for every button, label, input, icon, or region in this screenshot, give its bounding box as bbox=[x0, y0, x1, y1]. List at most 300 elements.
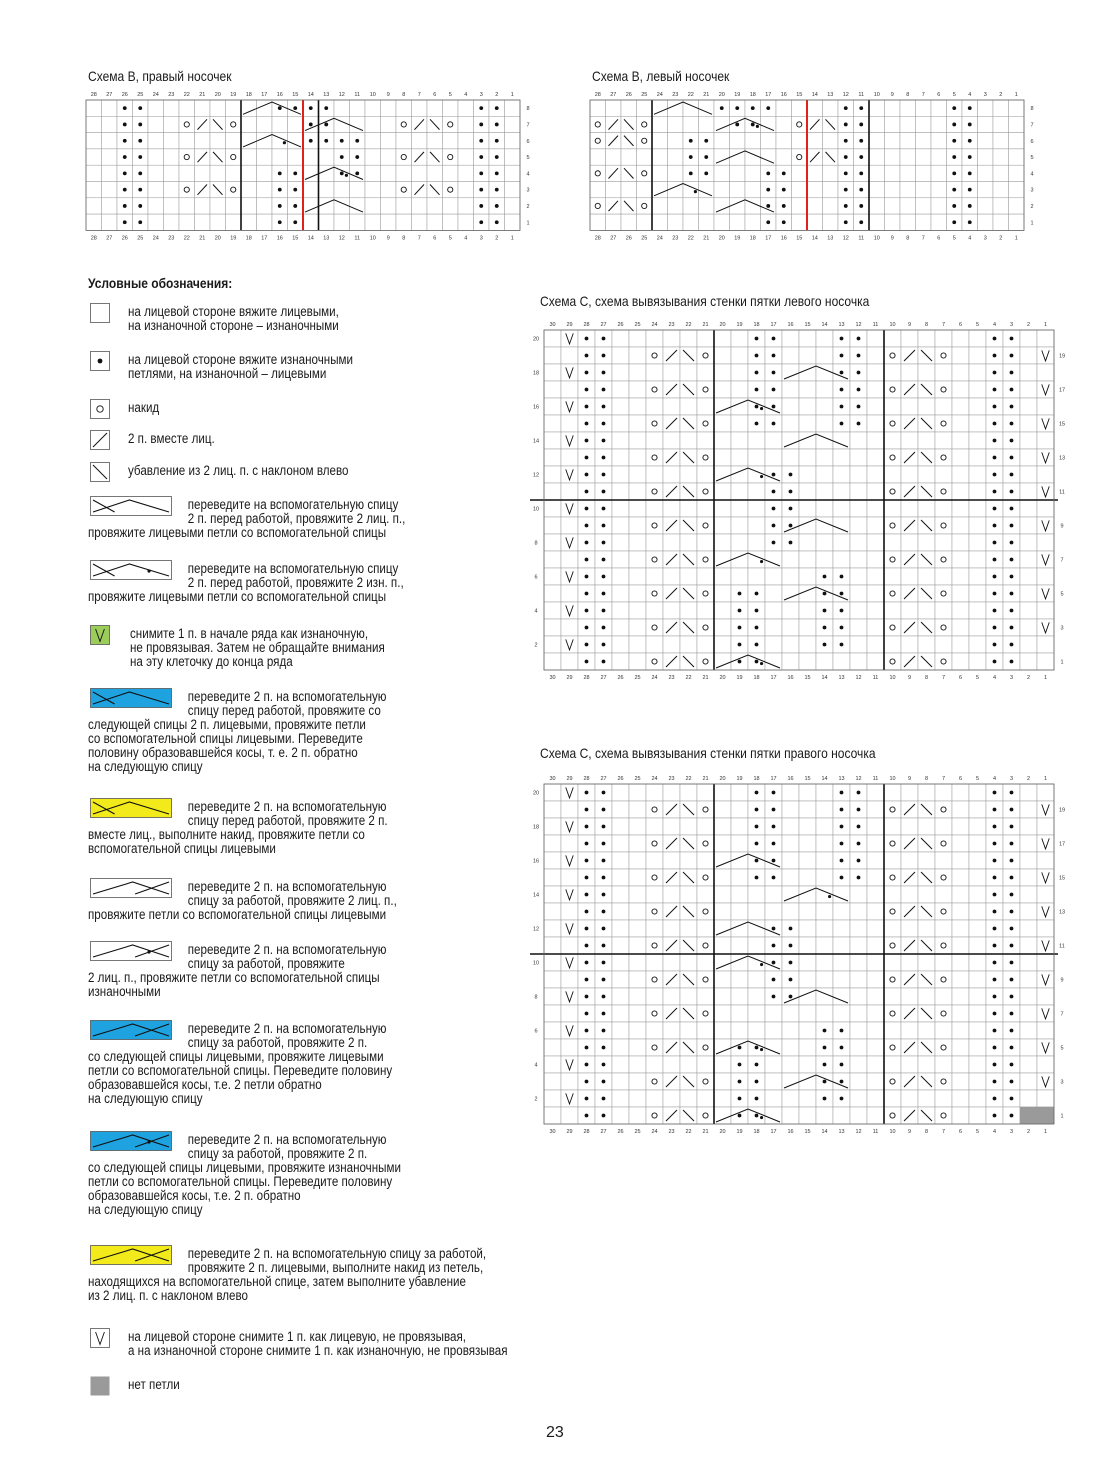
purl-dot bbox=[602, 791, 606, 795]
chart-cell bbox=[1009, 149, 1025, 165]
column-number-top: 22 bbox=[687, 92, 694, 98]
purl-dot bbox=[309, 106, 313, 110]
purl-dot bbox=[772, 927, 776, 931]
chart-cell bbox=[901, 534, 918, 551]
chart-cell bbox=[1037, 1056, 1054, 1073]
column-number-top: 14 bbox=[307, 92, 314, 98]
chart-cell bbox=[969, 988, 986, 1005]
chart-cell bbox=[621, 214, 637, 230]
chart-cell bbox=[916, 214, 932, 230]
purl-dot bbox=[993, 626, 997, 630]
purl-dot bbox=[1010, 422, 1014, 426]
purl-dot bbox=[772, 541, 776, 545]
chart-cell bbox=[680, 784, 697, 801]
chart-cell bbox=[901, 1056, 918, 1073]
chart-cell bbox=[884, 1073, 901, 1090]
chart-cell bbox=[916, 149, 932, 165]
chart-cell bbox=[683, 214, 699, 230]
chart-cell bbox=[629, 818, 646, 835]
chart-cell bbox=[935, 1090, 952, 1107]
chart-cell bbox=[993, 214, 1009, 230]
chart-cell bbox=[102, 133, 118, 149]
chart-cell bbox=[714, 483, 731, 500]
chart-cell bbox=[869, 165, 885, 181]
purl-dot bbox=[738, 626, 742, 630]
chart-cell bbox=[850, 653, 867, 670]
purl-dot bbox=[772, 473, 776, 477]
column-number-top: 15 bbox=[292, 92, 299, 98]
chart-cell bbox=[867, 920, 884, 937]
purl-dot bbox=[602, 524, 606, 528]
column-number-top: 1 bbox=[510, 92, 514, 98]
chart-cell bbox=[697, 551, 714, 568]
chart-cell bbox=[884, 398, 901, 415]
purl-dot bbox=[585, 541, 589, 545]
chart-cell bbox=[833, 534, 850, 551]
chart-cell bbox=[748, 886, 765, 903]
purl-cell-icon-graphic bbox=[90, 351, 110, 371]
legend-text-line: переведите 2 п. на вспомогательную bbox=[187, 1021, 387, 1036]
column-number-top: 2 bbox=[1026, 776, 1031, 782]
chart-cell bbox=[697, 415, 714, 432]
chart-cell bbox=[867, 886, 884, 903]
chart-cell bbox=[680, 636, 697, 653]
chart-cell bbox=[1020, 347, 1037, 364]
chart-cell bbox=[1037, 1107, 1054, 1124]
chart-cell bbox=[612, 835, 629, 852]
chart-cell bbox=[544, 551, 561, 568]
purl-dot bbox=[283, 141, 286, 144]
chart-cell bbox=[969, 517, 986, 534]
chart-cell bbox=[544, 1056, 561, 1073]
chart-cell bbox=[792, 198, 808, 214]
purl-dot bbox=[840, 1029, 844, 1033]
chart-cell bbox=[884, 937, 901, 954]
chart-cell bbox=[952, 1022, 969, 1039]
chart-cell bbox=[365, 165, 381, 181]
chart-cell bbox=[443, 165, 459, 181]
purl-dot bbox=[952, 123, 956, 127]
chart-cell bbox=[697, 1107, 714, 1124]
chart-cell bbox=[731, 801, 748, 818]
purl-dot bbox=[755, 1046, 759, 1050]
chart-cell bbox=[561, 937, 578, 954]
column-number-bottom: 10 bbox=[369, 235, 376, 242]
chart-cell bbox=[1009, 198, 1025, 214]
purl-dot bbox=[755, 609, 759, 613]
column-number-top: 24 bbox=[152, 92, 159, 98]
chart-cell bbox=[901, 568, 918, 585]
column-number-bottom: 18 bbox=[245, 235, 252, 242]
chart-cell bbox=[612, 568, 629, 585]
chart-cell bbox=[931, 149, 947, 165]
chart-cell bbox=[334, 214, 350, 230]
chart-cell bbox=[867, 835, 884, 852]
chart-cell bbox=[1037, 534, 1054, 551]
chart-cell bbox=[867, 466, 884, 483]
chart-cell bbox=[799, 920, 816, 937]
knit-cell-icon-graphic bbox=[90, 303, 110, 323]
column-number-top: 24 bbox=[656, 92, 663, 98]
purl-dot bbox=[602, 558, 606, 562]
chart-cell bbox=[748, 534, 765, 551]
column-number-bottom: 14 bbox=[811, 235, 818, 242]
chart-cell bbox=[714, 415, 731, 432]
purl-dot bbox=[857, 371, 861, 375]
chart-cell bbox=[935, 1107, 952, 1124]
column-number-top: 2 bbox=[1026, 322, 1031, 328]
purl-dot bbox=[602, 859, 606, 863]
purl-dot bbox=[738, 1114, 742, 1118]
chart-cell bbox=[978, 100, 994, 116]
chart-cell bbox=[381, 116, 397, 132]
chart-cell bbox=[850, 483, 867, 500]
purl-dot bbox=[138, 155, 142, 159]
chart-cell bbox=[629, 988, 646, 1005]
purl-dot bbox=[993, 507, 997, 511]
chart-cell bbox=[544, 971, 561, 988]
chart-cell bbox=[1009, 165, 1025, 181]
purl-dot bbox=[602, 1012, 606, 1016]
legend-text-line: переведите на вспомогательную спицу bbox=[187, 561, 399, 576]
purl-dot bbox=[1010, 337, 1014, 341]
legend-text bbox=[88, 943, 387, 999]
column-number-bottom: 21 bbox=[702, 675, 709, 681]
chart-cell bbox=[629, 517, 646, 534]
chart-cell bbox=[590, 182, 606, 198]
page-number: 23 bbox=[546, 1424, 564, 1441]
chart-cell bbox=[885, 100, 901, 116]
chart-cell bbox=[978, 182, 994, 198]
chart-cell bbox=[590, 149, 606, 165]
chart-cell bbox=[646, 500, 663, 517]
column-number-top: 13 bbox=[827, 92, 834, 98]
purl-dot bbox=[857, 388, 861, 392]
chart-cell bbox=[544, 602, 561, 619]
chart-cell bbox=[799, 568, 816, 585]
chart-cell bbox=[646, 653, 663, 670]
chart-cell bbox=[697, 988, 714, 1005]
chart-cell bbox=[164, 182, 180, 198]
purl-dot bbox=[840, 1097, 844, 1101]
chart-cell bbox=[652, 198, 668, 214]
purl-dot bbox=[859, 188, 863, 192]
chart-cell bbox=[850, 432, 867, 449]
chart-cell bbox=[646, 466, 663, 483]
purl-dot bbox=[602, 609, 606, 613]
chart-cell bbox=[646, 988, 663, 1005]
chart-cell bbox=[505, 149, 521, 165]
legend-text-line: со вспомогательной спицы лицевыми. Переведите bbox=[88, 731, 363, 746]
chart-cell bbox=[901, 954, 918, 971]
legend-text: снимите 1 п. в начале ряда как изнаночную, не провязывая. Затем не обращайте внимания на эту клеточку до конца ряда bbox=[130, 626, 385, 669]
chart-b-left bbox=[590, 88, 1048, 244]
chart-cell bbox=[748, 1022, 765, 1039]
chart-cell bbox=[935, 886, 952, 903]
purl-dot bbox=[857, 859, 861, 863]
purl-dot bbox=[585, 1029, 589, 1033]
column-number-top: 9 bbox=[907, 322, 912, 328]
chart-cell bbox=[731, 818, 748, 835]
legend-text-line: переведите 2 п. на вспомогательную bbox=[187, 799, 387, 814]
column-number-top: 9 bbox=[907, 776, 912, 782]
column-number-bottom: 2 bbox=[1026, 675, 1031, 681]
column-number-top: 15 bbox=[804, 776, 811, 782]
purl-dot bbox=[844, 204, 848, 208]
chart-cell bbox=[745, 133, 761, 149]
chart-cell bbox=[978, 149, 994, 165]
column-number-top: 25 bbox=[641, 92, 648, 98]
column-number-top: 12 bbox=[842, 92, 849, 98]
purl-dot bbox=[760, 1048, 763, 1051]
chart-cell bbox=[544, 869, 561, 886]
chart-cell bbox=[850, 954, 867, 971]
purl-dot bbox=[293, 188, 297, 192]
chart-cell bbox=[782, 1056, 799, 1073]
chart-cell bbox=[823, 214, 839, 230]
column-number-top: 2 bbox=[999, 92, 1003, 98]
chart-cell bbox=[179, 149, 195, 165]
column-number-top: 16 bbox=[787, 322, 794, 328]
column-number-bottom: 28 bbox=[90, 235, 97, 242]
purl-dot bbox=[278, 106, 282, 110]
column-number-top: 23 bbox=[668, 776, 675, 782]
purl-dot bbox=[782, 171, 786, 175]
chart-cell bbox=[697, 619, 714, 636]
chart-cell bbox=[210, 198, 226, 214]
legend-text-line: находящихся на вспомогательной спице, затем выполните убавление bbox=[88, 1274, 466, 1289]
chart-cell bbox=[1020, 364, 1037, 381]
chart-cell bbox=[1020, 1107, 1037, 1124]
chart-cell bbox=[935, 988, 952, 1005]
chart-cell bbox=[561, 801, 578, 818]
chart-cell bbox=[544, 347, 561, 364]
chart-cell bbox=[561, 483, 578, 500]
chart-cell bbox=[646, 886, 663, 903]
chart-cell bbox=[646, 1056, 663, 1073]
purl-dot bbox=[602, 995, 606, 999]
slip-green-icon bbox=[90, 625, 110, 650]
chart-cell bbox=[792, 149, 808, 165]
row-number: 13 bbox=[1058, 909, 1066, 916]
chart-cell bbox=[731, 381, 748, 398]
chart-cell bbox=[443, 149, 459, 165]
chart-cell bbox=[776, 149, 792, 165]
row-number: 2 bbox=[526, 203, 530, 210]
chart-cell bbox=[663, 364, 680, 381]
chart-cell bbox=[867, 534, 884, 551]
chart-cell bbox=[969, 971, 986, 988]
chart-cell bbox=[993, 182, 1009, 198]
chart-cell bbox=[765, 1005, 782, 1022]
chart-cell bbox=[935, 784, 952, 801]
chart-cell bbox=[544, 381, 561, 398]
chart-cell bbox=[637, 198, 653, 214]
chart-cell bbox=[935, 483, 952, 500]
chart-cell bbox=[969, 835, 986, 852]
purl-dot bbox=[585, 859, 589, 863]
purl-dot bbox=[495, 204, 499, 208]
chart-cell bbox=[102, 198, 118, 214]
chart-cell bbox=[782, 1005, 799, 1022]
chart-cell bbox=[226, 198, 242, 214]
chart-cell bbox=[257, 182, 273, 198]
chart-cell bbox=[272, 116, 288, 132]
purl-dot bbox=[738, 1097, 742, 1101]
chart-cell bbox=[850, 903, 867, 920]
chart-cell bbox=[427, 100, 443, 116]
purl-dot bbox=[772, 422, 776, 426]
chart-cell bbox=[668, 133, 684, 149]
chart-cell bbox=[612, 432, 629, 449]
chart-cell bbox=[935, 585, 952, 602]
chart-cell bbox=[867, 1073, 884, 1090]
chart-cell bbox=[697, 971, 714, 988]
purl-dot bbox=[1010, 388, 1014, 392]
chart-cell bbox=[731, 534, 748, 551]
column-number-top: 20 bbox=[719, 322, 726, 328]
chart-cell bbox=[1020, 398, 1037, 415]
chart-cell bbox=[680, 398, 697, 415]
chart-cell bbox=[867, 551, 884, 568]
chart-cell bbox=[646, 818, 663, 835]
purl-dot bbox=[952, 220, 956, 224]
chart-cell bbox=[350, 214, 366, 230]
legend-text-line: 2 п. перед работой, провяжите 2 лиц. п., bbox=[187, 511, 406, 526]
chart-cell bbox=[365, 149, 381, 165]
chart-cell bbox=[799, 954, 816, 971]
purl-dot bbox=[704, 171, 708, 175]
row-number: 5 bbox=[1060, 591, 1064, 598]
chart-cell bbox=[646, 835, 663, 852]
chart-cell bbox=[918, 1022, 935, 1039]
purl-dot bbox=[840, 405, 844, 409]
purl-dot bbox=[138, 204, 142, 208]
chart-cell bbox=[350, 182, 366, 198]
chart-cell bbox=[969, 886, 986, 903]
chart-cell bbox=[776, 133, 792, 149]
purl-dot bbox=[840, 337, 844, 341]
purl-dot bbox=[123, 139, 127, 143]
column-number-bottom: 20 bbox=[718, 235, 725, 242]
chart-cell bbox=[714, 1005, 731, 1022]
chart-cell bbox=[179, 133, 195, 149]
purl-dot bbox=[993, 1063, 997, 1067]
chart-cell bbox=[952, 602, 969, 619]
chart-cell bbox=[799, 903, 816, 920]
chart-cell bbox=[869, 149, 885, 165]
purl-dot bbox=[993, 859, 997, 863]
purl-dot bbox=[602, 456, 606, 460]
purl-dot bbox=[1010, 490, 1014, 494]
purl-dot bbox=[766, 106, 770, 110]
purl-dot bbox=[355, 155, 359, 159]
chart-cell bbox=[272, 149, 288, 165]
chart-cell bbox=[210, 133, 226, 149]
chart-cell bbox=[867, 954, 884, 971]
column-number-bottom: 6 bbox=[433, 235, 437, 242]
chart-cell bbox=[680, 920, 697, 937]
chart-cell bbox=[748, 988, 765, 1005]
chart-cell bbox=[714, 1090, 731, 1107]
column-number-bottom: 22 bbox=[687, 235, 694, 242]
column-number-bottom: 7 bbox=[921, 235, 925, 242]
purl-dot bbox=[602, 388, 606, 392]
chart-cell bbox=[918, 398, 935, 415]
row-number: 8 bbox=[526, 106, 530, 113]
chart-cell bbox=[884, 1090, 901, 1107]
chart-cell bbox=[833, 971, 850, 988]
chart-cell bbox=[850, 449, 867, 466]
column-number-top: 23 bbox=[668, 322, 675, 328]
purl-dot bbox=[993, 1046, 997, 1050]
chart-cell bbox=[867, 971, 884, 988]
knit-cell-icon bbox=[90, 303, 110, 328]
chart-cell bbox=[730, 182, 746, 198]
chart-cell bbox=[629, 585, 646, 602]
chart-cell bbox=[646, 1005, 663, 1022]
chart-cell bbox=[257, 149, 273, 165]
row-number: 14 bbox=[532, 438, 540, 445]
chart-cell bbox=[697, 1073, 714, 1090]
purl-dot bbox=[694, 190, 697, 193]
chart-cell bbox=[697, 568, 714, 585]
purl-dot bbox=[844, 171, 848, 175]
purl-dot bbox=[704, 155, 708, 159]
purl-dot bbox=[857, 825, 861, 829]
legend-text-line: провяжите лицевыми петли со вспомогательной спицы bbox=[88, 525, 387, 540]
chart-cell bbox=[1020, 903, 1037, 920]
legend-text-line: следующей спицы 2 п. лицевыми, провяжите петли bbox=[88, 717, 366, 732]
purl-dot bbox=[585, 1012, 589, 1016]
chart-cell bbox=[935, 347, 952, 364]
purl-dot bbox=[585, 995, 589, 999]
chart-cell bbox=[935, 602, 952, 619]
chart-cell bbox=[680, 602, 697, 619]
column-number-bottom: 28 bbox=[583, 1129, 590, 1135]
chart-cell bbox=[884, 347, 901, 364]
chart-cell bbox=[731, 568, 748, 585]
chart-cell bbox=[412, 214, 428, 230]
chart-cell bbox=[952, 466, 969, 483]
chart-cell bbox=[646, 398, 663, 415]
chart-cell bbox=[646, 920, 663, 937]
chart-cell bbox=[612, 954, 629, 971]
chart-cell bbox=[1037, 398, 1054, 415]
chart-cell bbox=[629, 1090, 646, 1107]
purl-dot bbox=[1010, 944, 1014, 948]
chart-cell bbox=[561, 517, 578, 534]
chart-cell bbox=[195, 198, 211, 214]
purl-dot bbox=[340, 139, 344, 143]
purl-dot bbox=[1010, 524, 1014, 528]
chart-cell bbox=[799, 551, 816, 568]
chart-cell bbox=[748, 1005, 765, 1022]
chart-cell bbox=[918, 466, 935, 483]
chart-cell bbox=[1020, 653, 1037, 670]
chart-cell bbox=[901, 500, 918, 517]
legend-text-line: провяжите лицевыми петли со вспомогательной спицы bbox=[88, 589, 387, 604]
chart-cell bbox=[867, 937, 884, 954]
chart-cell bbox=[850, 971, 867, 988]
chart-cell bbox=[807, 133, 823, 149]
column-number-top: 6 bbox=[937, 92, 941, 98]
column-number-bottom: 14 bbox=[821, 675, 828, 681]
row-number: 17 bbox=[1058, 841, 1066, 848]
column-number-top: 17 bbox=[770, 322, 777, 328]
chart-cell bbox=[179, 214, 195, 230]
row-number: 16 bbox=[532, 858, 540, 865]
